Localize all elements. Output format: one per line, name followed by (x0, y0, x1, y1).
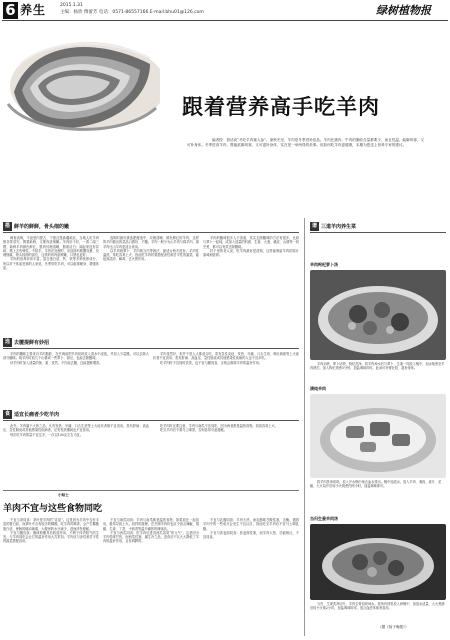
paragraph: 不宜与乳酪同食：羊肉大热，而乳酪味甘酸性寒，含酶，遇到羊肉中的一些成分会发生不良反应，因此吃完羊肉后不宜马上喝乳酪。 (203, 518, 299, 531)
source-byline: （据《扬子晚报》） (378, 625, 409, 629)
paragraph: 选购时最好挑选肥瘦适中、纹理清晰、颜色鲜红的羊肉，这样的羊肉做出的菜品口感好、不膻。羊肉一般分为山羊肉与绵羊肉，绵羊肉比山羊肉更适合食用。 (103, 236, 199, 249)
section-heading-1 (3, 222, 69, 231)
box-title: 羊肉不宜与这些食物同吃 (3, 504, 103, 514)
recipe-text-3: 当归、生姜洗净切片，羊肉去骨切块焯水。将所有材料放入砂锅中，加清水适量，大火煮沸后转小火炖2小时，加盐调味即可。适合血虚体寒者食用。 (310, 602, 445, 611)
section-heading-text: 适宜长痛者少吃羊肉 (14, 412, 60, 418)
column-divider (304, 218, 305, 636)
paragraph: 羊肉的膻味很多人不喜欢，其实去除膻味的方法有很多，比如与萝卜一起炖，或加入适量的料酒、生姜、大葱、橘皮、山楂等一同烹煮，都可以有效去除膻味。 (203, 236, 299, 249)
paragraph: 不宜与醋同食：酸味的醋具有收敛作用，不利于体内阳气的生发，与羊肉同吃会让它的温补作用大打折扣。羊肉应与凉性和甘平性的蔬菜搭配食用。 (3, 530, 99, 544)
masthead-rule (2, 20, 448, 21)
box-top-rule (3, 490, 299, 491)
section-heading-2 (3, 338, 49, 347)
section-rule (310, 232, 446, 233)
article-column-7 (153, 424, 299, 482)
main-headline: 跟着营养高手吃羊肉 (182, 95, 380, 119)
paragraph: 调查表明，不论是内蒙古、宁夏还是新疆地区，当地人吃羊肉都非常讲究，既要新鲜，又要肉质细嫩。羊肉好不好，一看二闻三摸，新鲜羊肉颜色鲜红，肌肉纹理清晰，脂肪洁白；闻起来没有异味；摸上去有弹性，不粘手。羊肉在处理时，应选择有筋膜包裹、纹理细腻、骨头较细的部位，这样的肉肉质鲜嫩，口感也更好。 (3, 236, 99, 258)
paragraph: 羊肉的营养非常丰富，富含蛋白质、钙、铁等多种营养成分，所以对于体质虚寒的人来说，冬季常吃羊肉，可以驱寒暖身、增强体质。 (3, 257, 99, 271)
recipe-photo-2 (310, 394, 446, 478)
section-rule (3, 420, 299, 421)
box-column-2 (103, 518, 199, 636)
section-rule (3, 232, 299, 233)
article-column-3 (203, 236, 299, 328)
newspaper-name: 绿树植物报 (376, 4, 431, 17)
paragraph: 吃羊肉时不宜同时饮茶，也不宜与醋同食，否则会削弱羊肉的温补作用。 (160, 360, 262, 365)
recipe-photo-3 (310, 524, 446, 600)
issue-date: 2015.1.31 (60, 3, 83, 8)
paragraph: 羊肉虽然好，但并不是人人都适合吃。患有急性炎症、发热、牙痛、口舌生疮、咳吐黄痰等上火症状者不宜食用；患有肝病、高血压、急性肠炎或其他感染性疾病的人也不宜多吃。 (153, 352, 299, 361)
section-heading-3 (3, 410, 59, 419)
paragraph: 不宜与西瓜同食：吃羊肉后进食西瓜容易“伤元气”。这是因为羊肉性味甘热，而西瓜性寒，属生冷之品，进食后不仅大大降低了羊肉的温补作用，且有碍脾胃。 (103, 530, 199, 544)
section-badge: 食 (4, 411, 10, 417)
article-column-4 (3, 352, 149, 402)
editor-note: 编者按：俗话说“冬吃羊肉赛人参”。深秋冬至，羊肉是冬季进补佳品。羊肉比猪肉、牛肉的脂肪含量都要少，而且性温，能御风寒，又可补身体。冬季进食羊肉，既能抵御风寒，又可滋补身体，实在是一举两得的美事。但如何吃羊肉更健康，本期为您送上营养专家的建议。 (187, 138, 425, 148)
recipe-text-1: 羊肉切块，萝卜切块，枸杞洗净。将羊肉焯水后与萝卜、生姜一同放入锅中，加水炖煮至羊肉熟烂，加入枸杞再煮5分钟，加盐调味即可。此汤可补肾壮阳、滋补身体。 (310, 362, 445, 371)
paragraph: 不宜与茶同食：茶叶是羊肉的“克星”。这是因为羊肉中含有丰富的蛋白质，而茶叶中含有较多的鞣酸，吃羊肉时喝茶，会产生鞣酸蛋白质，使肠的蠕动减弱，大便里的水分减少，进而诱发便秘。 (3, 518, 99, 531)
section-heading-text: 三道羊肉养生菜 (321, 224, 357, 230)
lamb-slices-photo (0, 24, 160, 144)
section-heading-4 (310, 222, 356, 231)
recipe-photo-1 (310, 270, 446, 360)
article-column-6 (3, 424, 149, 482)
tip-label: 小贴士 (58, 493, 69, 497)
paragraph: 不宜与荞麦面同食：荞麦面性寒，而羊肉大热，功能相反，不宜同食。 (203, 530, 299, 540)
section-title: 养生 (20, 3, 47, 17)
paragraph: 以羊肉炖萝卜、羊肉炖当归等做法，最适合秋冬进补。羊肉性温热，常吃容易上火，因此吃羊肉时要搭配凉性和甘平性的蔬菜，能起到清凉、解毒、去火的作用。 (103, 248, 199, 262)
recipe-title-3: 当归生姜羊肉汤 (310, 516, 338, 521)
recipe-text-2: 将羊肉洗净切块，放入开水锅中焯去血水捞出。锅中加清水，放入羊肉、葱段、姜片、花椒，大火烧开后转小火炖煮约两小时，加盐调味即可。 (310, 480, 442, 489)
box-column-3 (203, 518, 299, 636)
section-heading-text: 鲜羊的鲜鲜，骨头细的嫩 (14, 224, 70, 230)
paragraph: 吃完羊肉后不要马上喝茶，否则容易引起便秘。 (160, 428, 227, 433)
paragraph: 村子里的老人说，吃羊肉最好是清炖，这样能保留羊肉的原汁原味和营养。 (203, 248, 299, 258)
article-column-5 (153, 352, 299, 402)
article-column-1 (3, 236, 99, 328)
paragraph: 吃羊肉时还要注意，羊肉与南瓜不宜同吃，因为两者都是温热食物，同食容易上火。 (160, 424, 278, 428)
recipe-title-2: 清炖羊肉 (310, 386, 326, 391)
section-badge: 搭 (4, 223, 10, 229)
section-rule (3, 348, 299, 349)
section-badge: 选 (4, 339, 10, 345)
editor-contact: 主编：杨欣 傅蕾芳 电话：0571-86557166 E-mail:bhu01@126.com (60, 10, 204, 15)
page-number: 6 (3, 2, 18, 19)
paragraph: 羊肉的膻味主要来自羊的脂肪，在烹调前把羊肉切块放入清水中浸泡，并加入少量醋，可以去除大部分膻味。炖羊肉时放几个山楂或一些萝卜、绿豆，也能去除膻味。 (3, 352, 149, 361)
section-badge: 谱 (311, 223, 317, 229)
paragraph: 炒羊肉时加入适量的葱、姜、孜然，不仅能去膻，还能提鲜增香。 (10, 360, 103, 365)
article-column-2 (103, 236, 199, 328)
section-heading-text: 去膻提鲜有妙招 (14, 340, 50, 346)
paragraph: 每次吃羊肉的量不宜过多，一次以100克左右为宜。 (10, 432, 84, 437)
paragraph: 不宜与南瓜同食：羊肉与南瓜都是温热食物，如果放在一起食用，极易导致上火。同样的道理，在烹调羊肉时也应少放点辣椒、胡椒、生姜、丁香、小茴香等温辛燥热的调味品。 (103, 518, 199, 531)
box-column-1 (3, 518, 99, 636)
recipe-title-1: 羊肉枸杞萝卜汤 (310, 262, 338, 267)
paragraph: 此外，羊肉属于大热之品，凡有发热、牙痛、口舌生疮等上火症状者都不宜食用。患有肝病、高血压、急性肠炎或其他感染性疾病者，还有发热期间也不宜食用。 (3, 424, 149, 433)
